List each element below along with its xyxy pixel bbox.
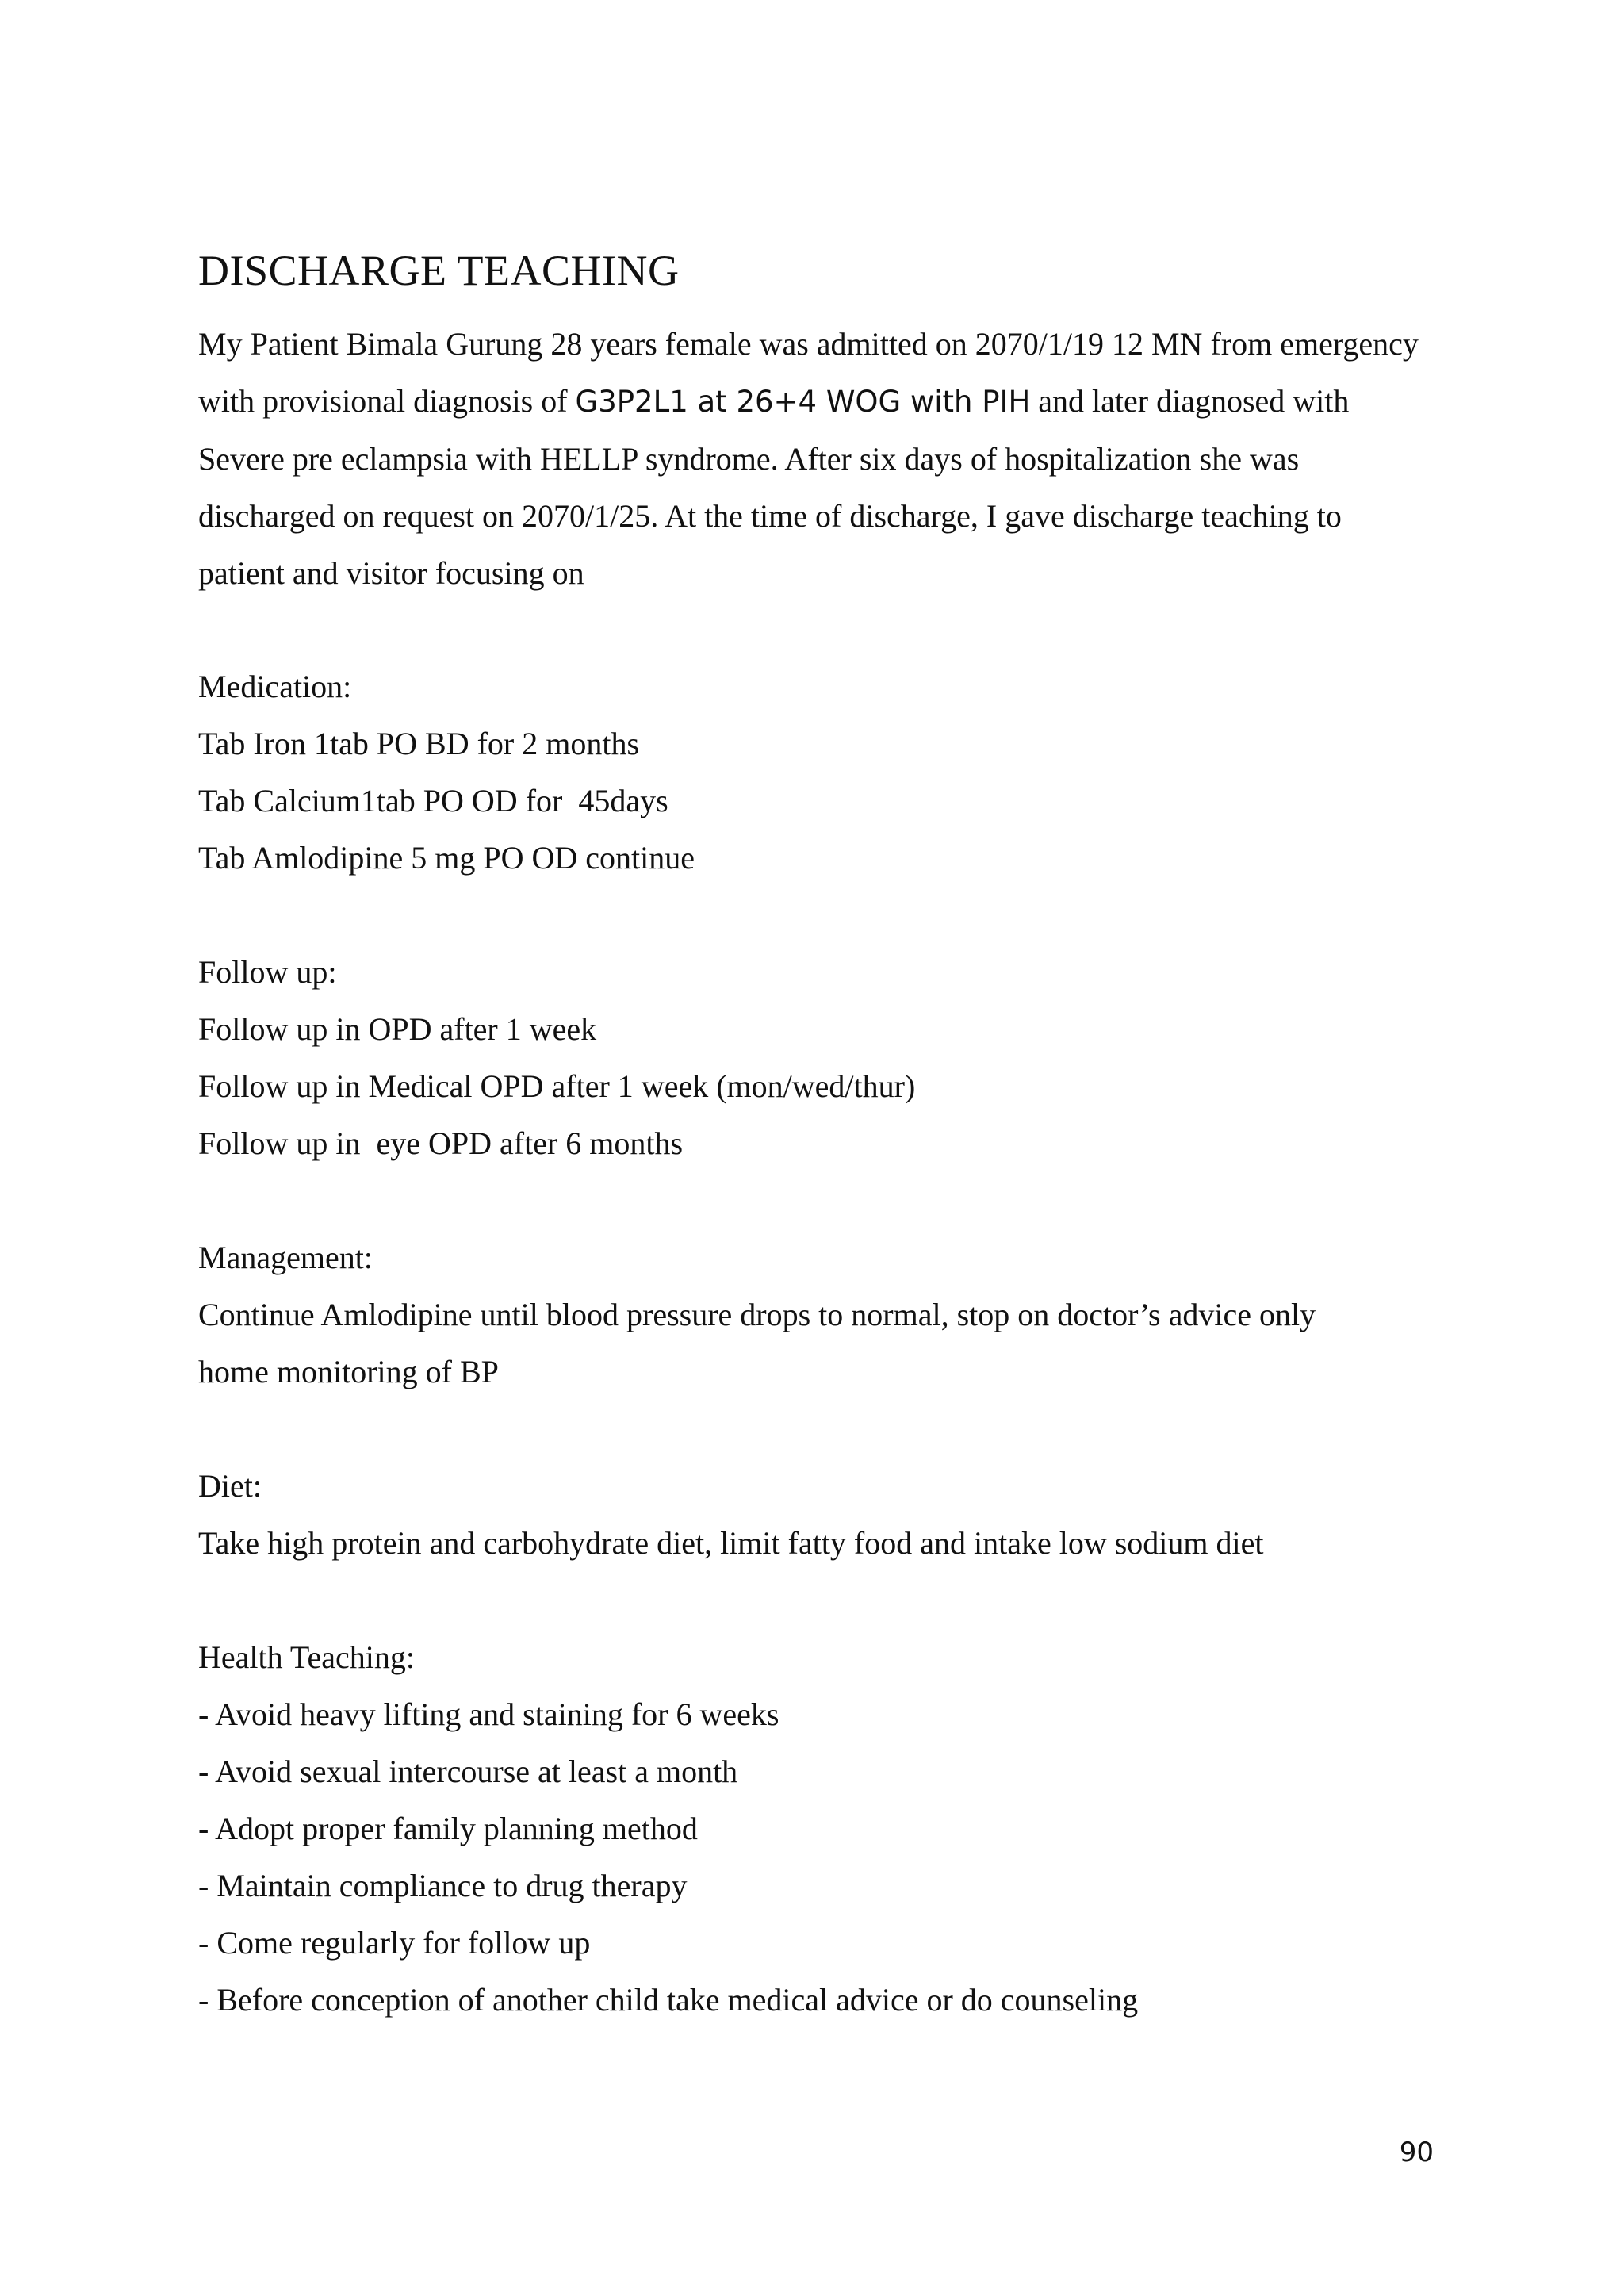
list-item: Follow up in eye OPD after 6 months [198, 1125, 684, 1161]
section-medication [198, 658, 1435, 887]
page-number: 90 [1399, 2137, 1434, 2168]
intro-text-part1: My Patient Bimala Gurung 28 years female was admitted on 2070/1/19 12 MN from emergency with provisional diagnosis of [198, 326, 1419, 419]
page-title: DISCHARGE TEACHING [198, 247, 680, 294]
section-health-teaching [198, 1629, 1435, 2029]
intro-text-part2: and later diagnosed with Severe pre eclampsia with HELLP syndrome. After six days of hospitalization she was discharged on request on 2070/1/25. At the time of discharge, I gave discharge teaching to patient and visitor focusing on [198, 383, 1350, 591]
list-item: home monitoring of BP [198, 1354, 499, 1389]
list-item: - Come regularly for follow up [198, 1925, 591, 1961]
section-heading: Health Teaching: [198, 1639, 416, 1675]
list-item: - Adopt proper family planning method [198, 1811, 698, 1846]
list-item: - Avoid heavy lifting and staining for 6 weeks [198, 1696, 779, 1732]
list-item: Follow up in OPD after 1 week [198, 1011, 597, 1047]
list-item: - Maintain compliance to drug therapy [198, 1868, 688, 1903]
list-item: Tab Iron 1tab PO BD for 2 months [198, 726, 640, 761]
list-item: - Before conception of another child take medical advice or do counseling [198, 1982, 1139, 2018]
list-item: Tab Amlodipine 5 mg PO OD continue [198, 840, 695, 876]
section-diet [198, 1458, 1435, 1572]
list-item: Take high protein and carbohydrate diet, limit fatty food and intake low sodium diet [198, 1525, 1264, 1561]
section-heading: Management: [198, 1240, 373, 1275]
section-management [198, 1229, 1435, 1401]
section-heading: Medication: [198, 669, 352, 704]
section-heading: Diet: [198, 1468, 262, 1504]
diagnosis-text: G3P2L1 at 26+4 WOG with PIH [575, 385, 1031, 419]
list-item: Tab Calcium1tab PO OD for 45days [198, 783, 668, 818]
list-item: Continue Amlodipine until blood pressure drops to normal, stop on doctor’s advice only [198, 1297, 1316, 1332]
intro-paragraph [198, 316, 1435, 602]
section-follow-up [198, 944, 1435, 1172]
section-heading: Follow up: [198, 954, 337, 990]
list-item: - Avoid sexual intercourse at least a month [198, 1754, 738, 1789]
list-item: Follow up in Medical OPD after 1 week (mon/wed/thur) [198, 1068, 916, 1104]
